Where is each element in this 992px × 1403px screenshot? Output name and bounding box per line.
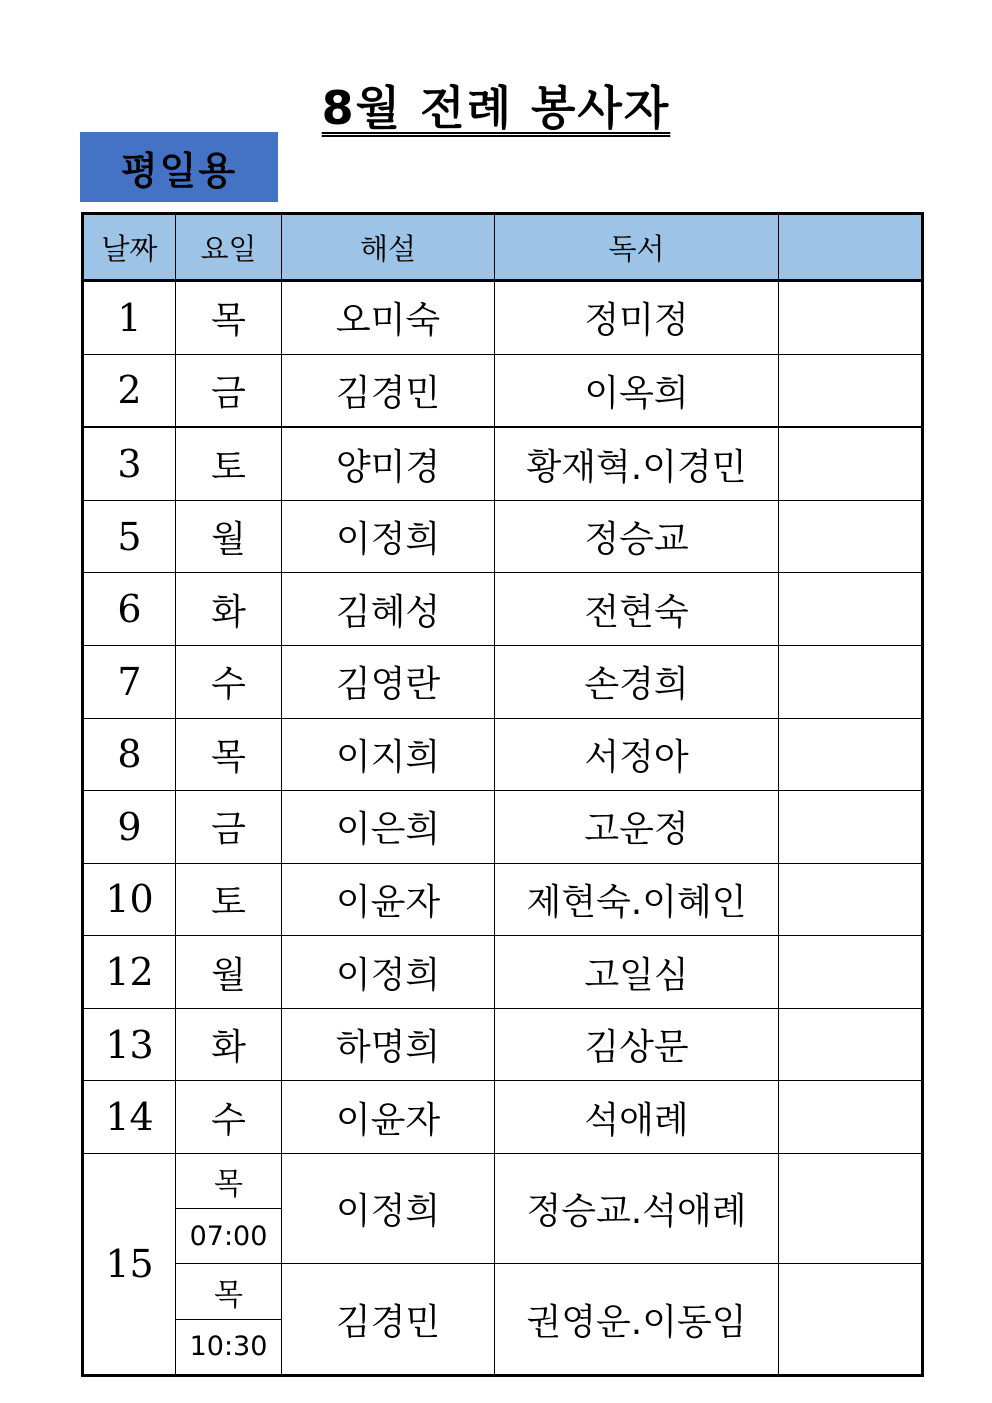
commentator-cell: 김경민: [282, 354, 495, 427]
time-cell: 10:30: [176, 1319, 282, 1375]
reader-cell: 전현숙: [495, 573, 779, 646]
commentator-cell: 이윤자: [282, 863, 495, 936]
extra-cell: [779, 1008, 923, 1081]
table-row: [83, 863, 923, 936]
table-row: [83, 427, 923, 500]
day-cell: 월: [176, 500, 282, 573]
extra-cell: [779, 791, 923, 864]
extra-cell: [779, 354, 923, 427]
day-cell: 목: [176, 1154, 282, 1209]
table-row: [83, 718, 923, 791]
section-badge: 평일용: [80, 132, 278, 202]
table-row: [83, 1154, 923, 1209]
header-extra: [779, 214, 923, 281]
commentator-cell: 김영란: [282, 645, 495, 718]
reader-cell: 제현숙.이혜인: [495, 863, 779, 936]
table-row: [83, 500, 923, 573]
header-row: [83, 214, 923, 281]
reader-cell: 고일심: [495, 936, 779, 1009]
reader-cell: 김상문: [495, 1008, 779, 1081]
reader-cell: 황재혁.이경민: [495, 427, 779, 500]
day-cell: 금: [176, 791, 282, 864]
page-title-text: 8월 전례 봉사자: [321, 81, 671, 135]
reader-cell: 손경희: [495, 645, 779, 718]
table-row: [83, 645, 923, 718]
header-day: 요일: [176, 214, 282, 281]
commentator-cell: 양미경: [282, 427, 495, 500]
header-commentator: 해설: [282, 214, 495, 281]
extra-cell: [779, 427, 923, 500]
commentator-cell: 오미숙: [282, 281, 495, 355]
commentator-cell: 이정희: [282, 1154, 495, 1264]
table-row: [83, 1264, 923, 1319]
reader-cell: 석애례: [495, 1081, 779, 1154]
commentator-cell: 하명희: [282, 1008, 495, 1081]
extra-cell: [779, 500, 923, 573]
day-cell: 금: [176, 354, 282, 427]
date-cell: 1: [83, 281, 176, 355]
extra-cell: [779, 1081, 923, 1154]
day-cell: 수: [176, 645, 282, 718]
day-cell: 목: [176, 281, 282, 355]
date-cell: 14: [83, 1081, 176, 1154]
reader-cell: 정승교.석애례: [495, 1154, 779, 1264]
date-cell: 9: [83, 791, 176, 864]
table-row: [83, 281, 923, 355]
commentator-cell: 이은희: [282, 791, 495, 864]
table-row: [83, 573, 923, 646]
extra-cell: [779, 863, 923, 936]
date-cell: 5: [83, 500, 176, 573]
reader-cell: 이옥희: [495, 354, 779, 427]
date-cell: 15: [83, 1154, 176, 1376]
extra-cell: [779, 281, 923, 355]
commentator-cell: 이지희: [282, 718, 495, 791]
table-row: [83, 791, 923, 864]
extra-cell: [779, 718, 923, 791]
table-row: [83, 1008, 923, 1081]
day-cell: 토: [176, 863, 282, 936]
extra-cell: [779, 573, 923, 646]
header-date: 날짜: [83, 214, 176, 281]
extra-cell: [779, 645, 923, 718]
day-cell: 목: [176, 718, 282, 791]
reader-cell: 권영운.이동임: [495, 1264, 779, 1376]
day-cell: 월: [176, 936, 282, 1009]
day-cell: 토: [176, 427, 282, 500]
date-cell: 3: [83, 427, 176, 500]
header-reader: 독서: [495, 214, 779, 281]
table-row: [83, 1081, 923, 1154]
date-cell: 12: [83, 936, 176, 1009]
commentator-cell: 이정희: [282, 500, 495, 573]
date-cell: 6: [83, 573, 176, 646]
commentator-cell: 김혜성: [282, 573, 495, 646]
day-cell: 화: [176, 1008, 282, 1081]
date-cell: 8: [83, 718, 176, 791]
schedule-table: [81, 212, 924, 1377]
reader-cell: 서정아: [495, 718, 779, 791]
extra-cell: [779, 1264, 923, 1376]
date-cell: 13: [83, 1008, 176, 1081]
date-cell: 10: [83, 863, 176, 936]
date-cell: 2: [83, 354, 176, 427]
commentator-cell: 김경민: [282, 1264, 495, 1376]
table-row: [83, 354, 923, 427]
time-cell: 07:00: [176, 1209, 282, 1264]
reader-cell: 고운정: [495, 791, 779, 864]
reader-cell: 정미정: [495, 281, 779, 355]
day-cell: 목: [176, 1264, 282, 1319]
extra-cell: [779, 936, 923, 1009]
extra-cell: [779, 1154, 923, 1264]
table-row: [83, 936, 923, 1009]
day-cell: 수: [176, 1081, 282, 1154]
date-cell: 7: [83, 645, 176, 718]
commentator-cell: 이정희: [282, 936, 495, 1009]
reader-cell: 정승교: [495, 500, 779, 573]
commentator-cell: 이윤자: [282, 1081, 495, 1154]
page-title: [0, 72, 992, 138]
day-cell: 화: [176, 573, 282, 646]
